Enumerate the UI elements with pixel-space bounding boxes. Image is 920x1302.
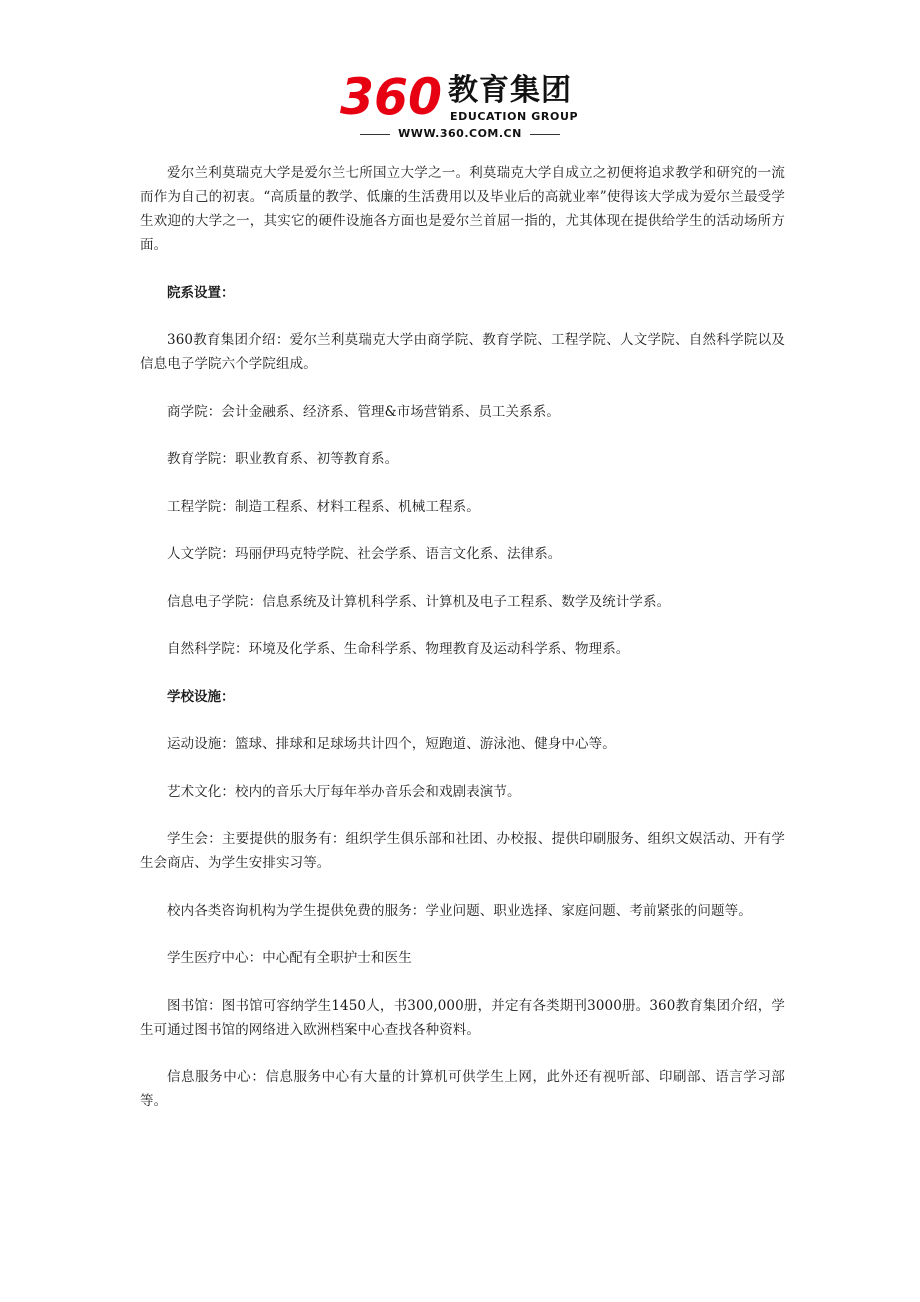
- facility-library: 图书馆：图书馆可容纳学生1450人，书300,000册，并定有各类期刊3000册。360教育集团介绍，学生可通过图书馆的网络进入欧洲档案中心查找各种资料。: [140, 997, 785, 1038]
- article-body: [140, 161, 785, 1113]
- faculty-business: 商学院：会计金融系、经济系、管理&市场营销系、员工关系系。: [167, 403, 560, 420]
- faculty-natural-sciences: 自然科学院：环境及化学系、生命科学系、物理教育及运动科学系、物理系。: [167, 641, 630, 657]
- logo-url-dash-right: [530, 134, 560, 135]
- facility-information-services: 信息服务中心：信息服务中心有大量的计算机可供学生上网，此外还有视听部、印刷部、语言学习部等。: [140, 1069, 785, 1109]
- facility-counseling: 校内各类咨询机构为学生提供免费的服务：学业问题、职业选择、家庭问题、考前紧张的问题等。: [167, 902, 752, 919]
- logo-url-dash-left: [360, 134, 390, 135]
- facility-medical-center: 学生医疗中心：中心配有全职护士和医生: [167, 950, 412, 966]
- logo-english-subtitle: EDUCATION GROUP: [450, 110, 579, 123]
- facility-student-union: 学生会：主要提供的服务有：组织学生俱乐部和社团、办校报、提供印刷服务、组织文娱活动、开有学生会商店、为学生安排实习等。: [140, 831, 785, 871]
- logo-url-text: WWW.360.COM.CN: [398, 127, 522, 140]
- logo-number: 360: [340, 72, 442, 122]
- logo-360-mark: [340, 72, 444, 122]
- facilities-heading: 学校设施：: [167, 688, 235, 705]
- faculty-education: 教育学院：职业教育系、初等教育系。: [167, 451, 399, 467]
- facility-sports: 运动设施：篮球、排球和足球场共计四个，短跑道、游泳池、健身中心等。: [167, 736, 616, 752]
- faculties-heading: 院系设置：: [167, 284, 235, 301]
- logo-chinese-title: 教育集团: [448, 73, 572, 108]
- logo-website: [344, 127, 576, 140]
- faculty-engineering: 工程学院：制造工程系、材料工程系、机械工程系。: [167, 498, 480, 515]
- faculty-humanities: 人文学院：玛丽伊玛克特学院、社会学系、语言文化系、法律系。: [167, 546, 562, 562]
- faculties-intro-paragraph: 360教育集团介绍：爱尔兰利莫瑞克大学由商学院、教育学院、工程学院、人文学院、自然科学院以及信息电子学院六个学院组成。: [140, 332, 785, 372]
- facility-arts-culture: 艺术文化：校内的音乐大厅每年举办音乐会和戏剧表演节。: [167, 783, 521, 800]
- faculty-information-electronics: 信息电子学院：信息系统及计算机科学系、计算机及电子工程系、数学及统计学系。: [167, 593, 671, 610]
- brand-logo: [340, 72, 580, 142]
- intro-paragraph: 爱尔兰利莫瑞克大学是爱尔兰七所国立大学之一。利莫瑞克大学自成立之初便将追求教学和研究的一流而作为自己的初衷。“高质量的教学、低廉的生活费用以及毕业后的高就业率”使得该大学成为爱尔兰最受学生欢迎的大学之一，其实它的硬件设施各方面也是爱尔兰首屈一指的，尤其体现在提供给学生的活动场所方面。: [140, 165, 785, 253]
